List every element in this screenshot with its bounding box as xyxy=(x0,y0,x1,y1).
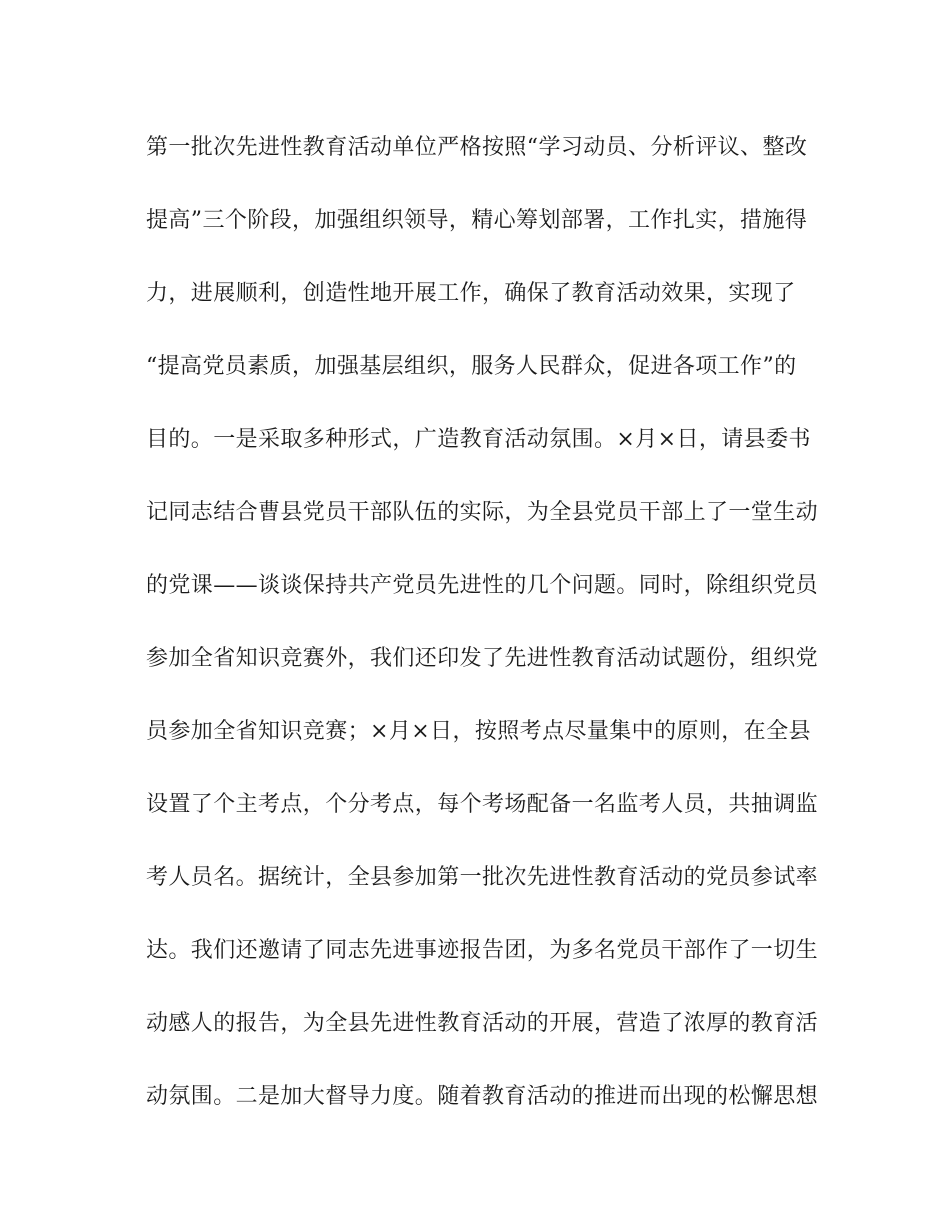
text-line: 员参加全省知识竞赛；×月×日，按照考点尽量集中的原则，在全县 xyxy=(146,719,811,744)
text-line: 考人员名。据统计，全县参加第一批次先进性教育活动的党员参试率 xyxy=(146,865,819,890)
text-line: “提高党员素质，加强基层组织，服务人民群众，促进各项工作”的 xyxy=(146,354,797,379)
text-line: 动感人的报告，为全县先进性教育活动的开展，营造了浓厚的教育活 xyxy=(146,1011,819,1036)
text-line: 提高”三个阶段，加强组织领导，精心筹划部署，工作扎实，措施得 xyxy=(146,208,808,233)
text-line: 第一批次先进性教育活动单位严格按照“学习动员、分析评议、整改 xyxy=(146,135,808,160)
text-line: 设置了个主考点，个分考点，每个考场配备一名监考人员，共抽调监 xyxy=(146,792,819,817)
text-line: 力，进展顺利，创造性地开展工作，确保了教育活动效果，实现了 xyxy=(146,281,796,306)
text-line: 动氛围。二是加大督导力度。随着教育活动的推进而出现的松懈思想 xyxy=(146,1084,819,1109)
body-paragraph xyxy=(146,124,819,1146)
text-line: 目的。一是采取多种形式，广造教育活动氛围。×月×日，请县委书 xyxy=(146,427,811,452)
text-line: 的党课——谈谈保持共产党员先进性的几个问题。同时，除组织党员 xyxy=(146,573,819,598)
text-line: 参加全省知识竞赛外，我们还印发了先进性教育活动试题份，组织党 xyxy=(146,646,819,671)
text-line: 达。我们还邀请了同志先进事迹报告团，为多名党员干部作了一切生 xyxy=(146,938,819,963)
text-line: 记同志结合曹县党员干部队伍的实际，为全县党员干部上了一堂生动 xyxy=(146,500,819,525)
